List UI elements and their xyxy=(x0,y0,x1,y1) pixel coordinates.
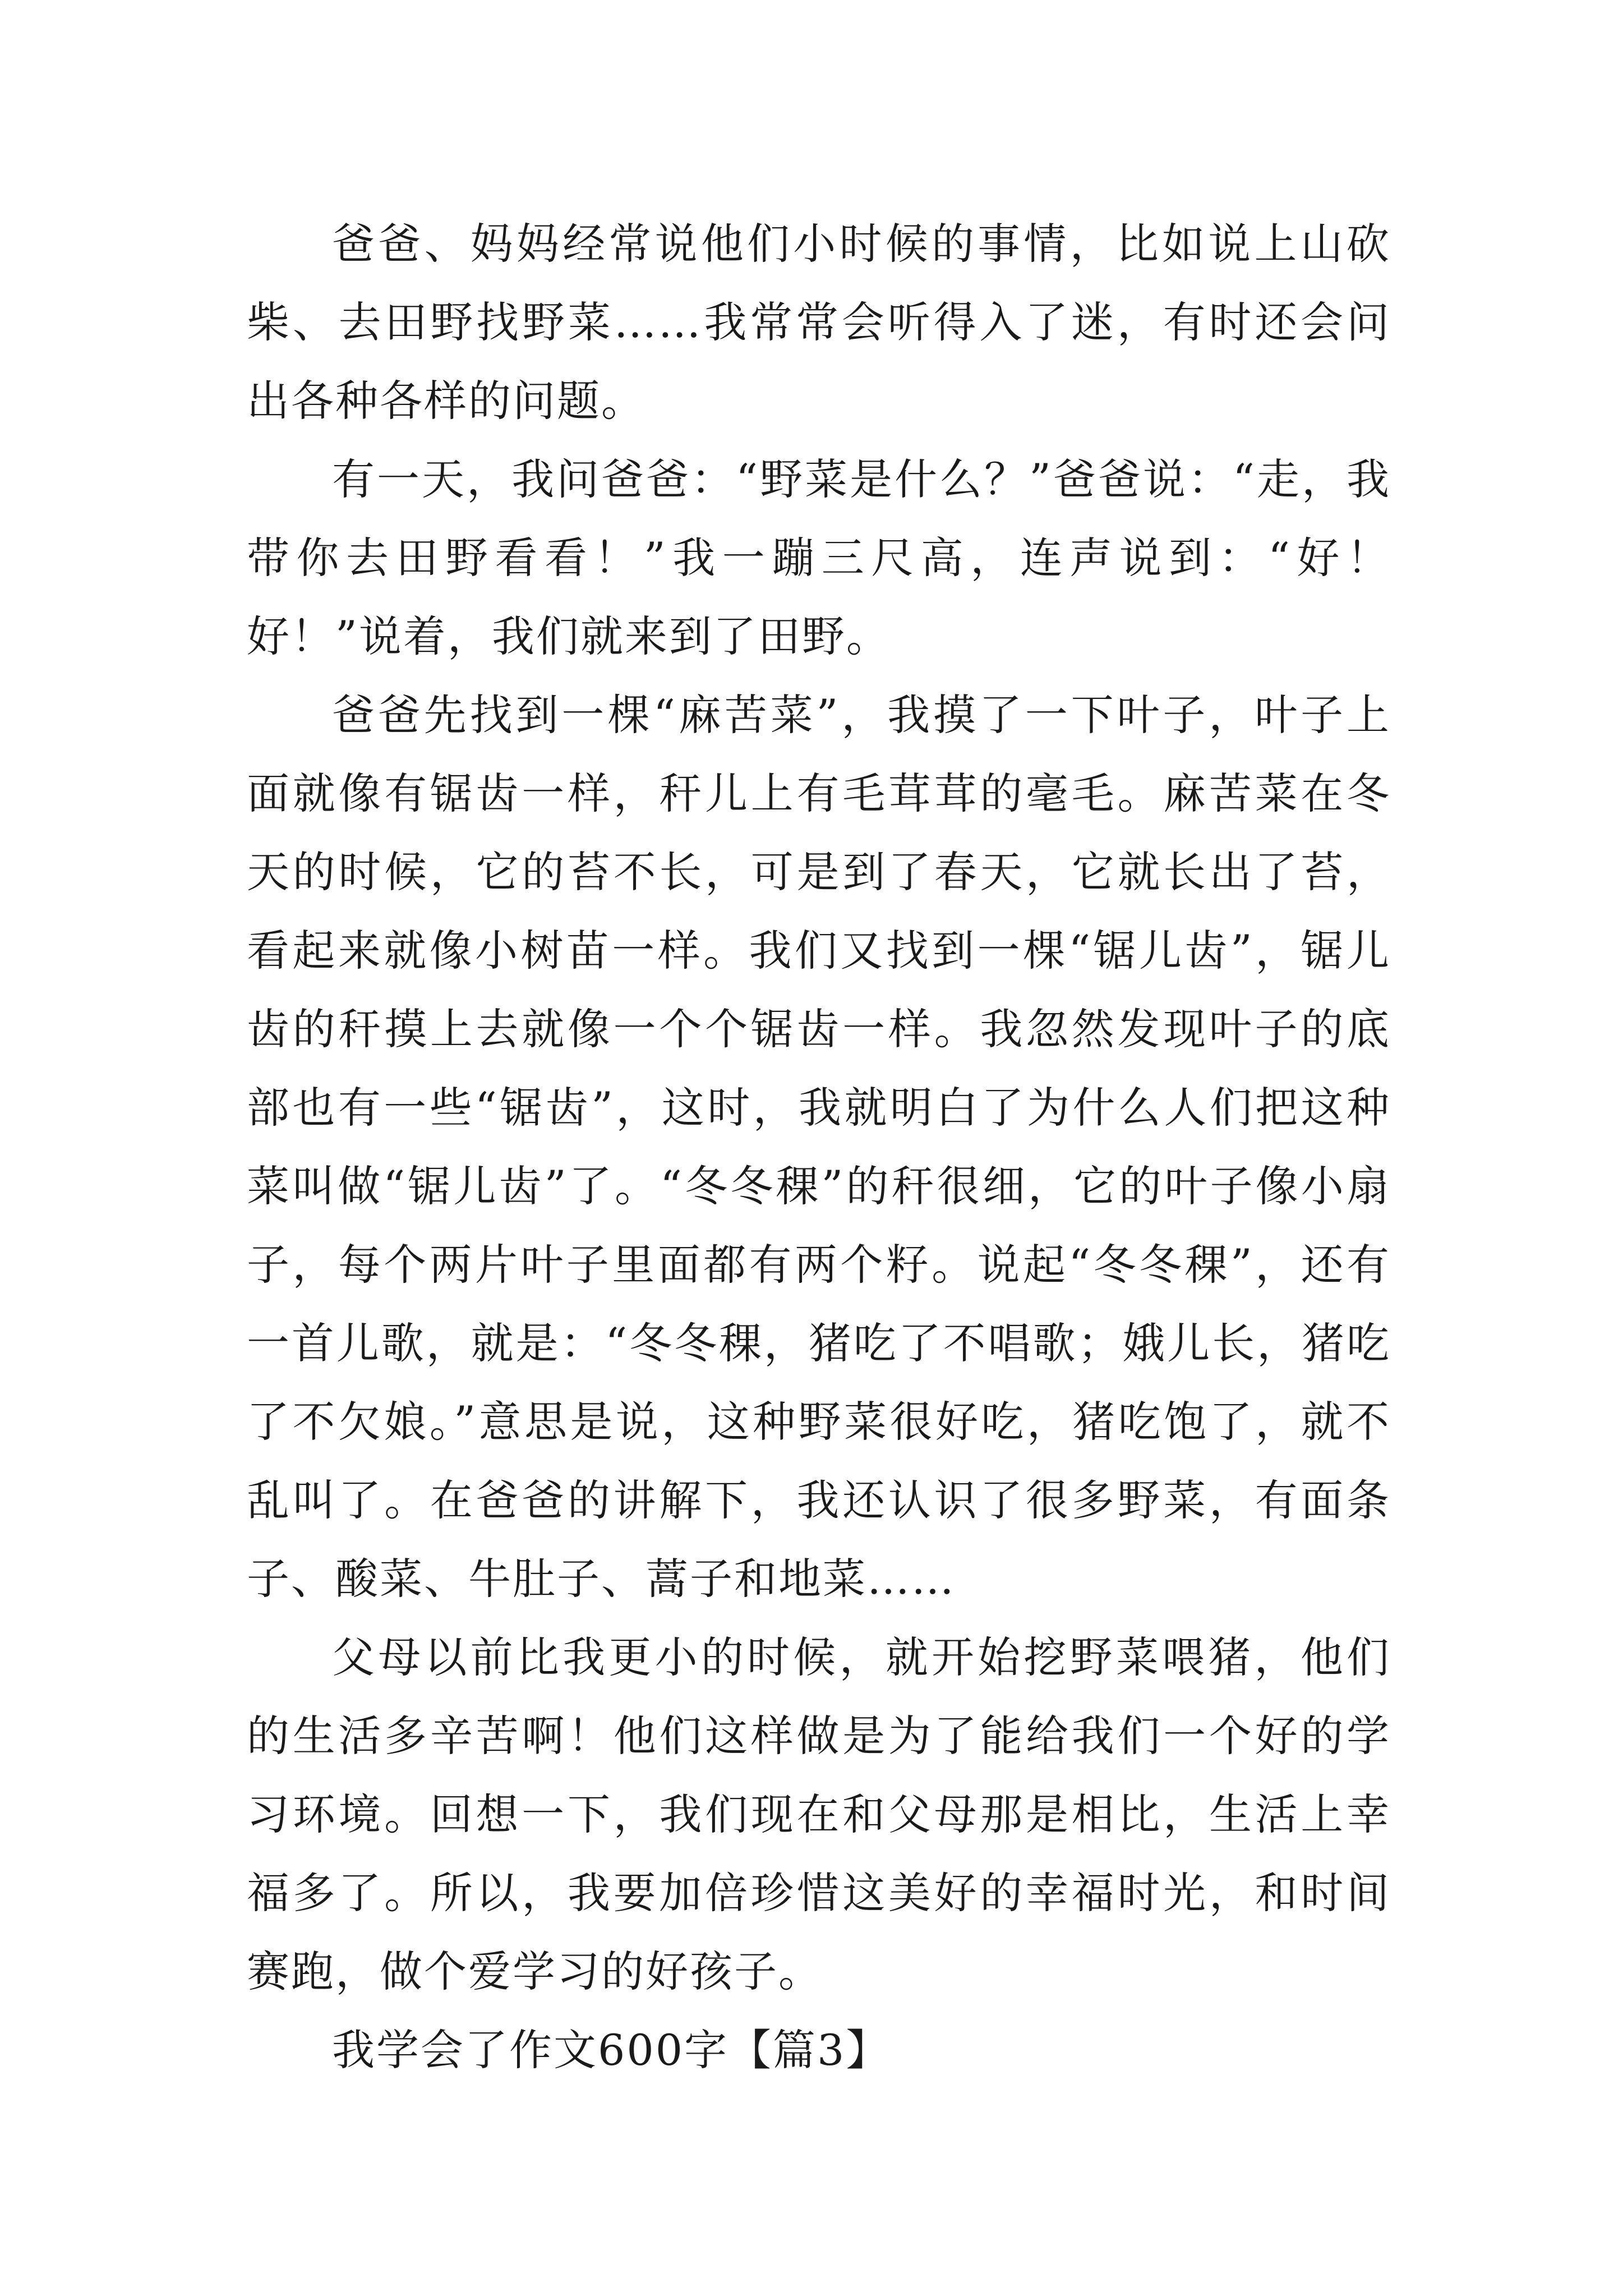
paragraph-reflection: 父母以前比我更小的时候，就开始挖野菜喂猪，他们的生活多辛苦啊！他们这样做是为了能给我们一个好的学习环境。回想一下，我们现在和父母那是相比，生活上幸福多了。所以，我要加倍珍惜这美好的幸福时光，和时间赛跑，做个爱学习的好孩子。 xyxy=(247,1632,1391,1996)
section-heading: 我学会了作文600字【篇3】 xyxy=(332,2025,891,2075)
paragraph-question-wild-vegetables: 有一天，我问爸爸：“野菜是什么？”爸爸说：“走，我带你去田野看看！”我一蹦三尺高，连声说到：“好！好！”说着，我们就来到了田野。 xyxy=(247,454,1391,661)
paragraph-field-vegetables: 爸爸先找到一棵“麻苦菜”，我摸了一下叶子，叶子上面就像有锯齿一样，秆儿上有毛茸茸的毫毛。麻苦菜在冬天的时候，它的苔不长，可是到了春天，它就长出了苔，看起来就像小树苗一样。我们又找到一棵“锯儿齿”，锯儿齿的秆摸上去就像一个个锯齿一样。我忽然发现叶子的底部也有一些“锯齿”，这时，我就明白了为什么人们把这种菜叫做“锯儿齿”了。“冬冬稞”的秆很细，它的叶子像小扇子，每个两片叶子里面都有两个籽。说起“冬冬稞”，还有一首儿歌，就是：“冬冬稞，猪吃了不唱歌；娥儿长，猪吃了不欠娘。”意思是说，这种野菜很好吃，猪吃饱了，就不乱叫了。在爸爸的讲解下，我还认识了很多野菜，有面条子、酸菜、牛肚子、蒿子和地菜…… xyxy=(247,690,1391,1604)
document-body xyxy=(247,205,1391,2090)
paragraph-childhood-stories: 爸爸、妈妈经常说他们小时候的事情，比如说上山砍柴、去田野找野菜……我常常会听得入了迷，有时还会问出各种各样的问题。 xyxy=(247,219,1391,426)
